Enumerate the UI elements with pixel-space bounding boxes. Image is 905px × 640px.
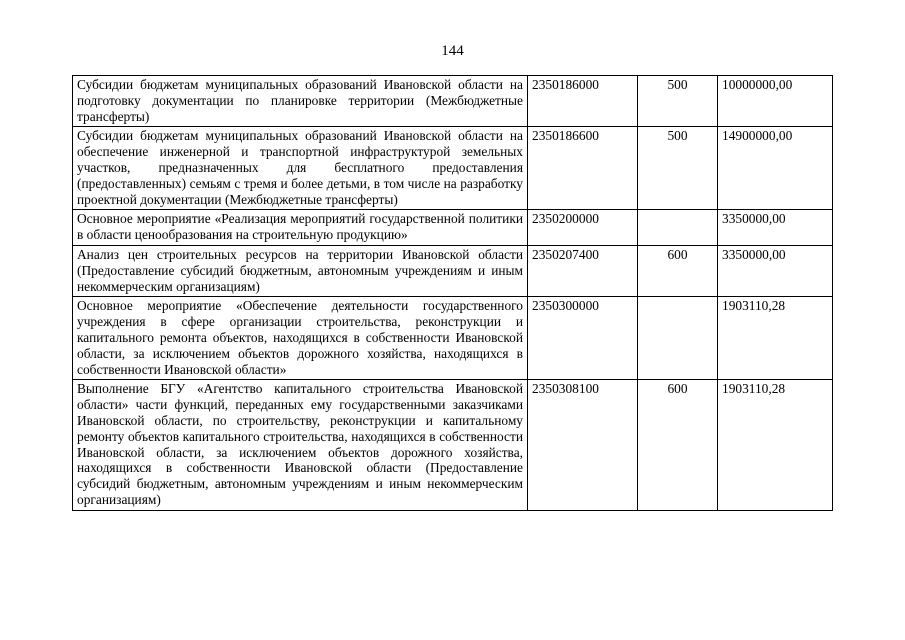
expense-type-code: 600 <box>638 380 718 510</box>
amount: 14900000,00 <box>718 127 833 210</box>
amount: 3350000,00 <box>718 210 833 246</box>
row-description: Субсидии бюджетам муниципальных образований Ивановской области на подготовку документации по планировке территории (Межбюджетные трансферты) <box>73 76 528 127</box>
expense-type-code <box>638 210 718 246</box>
amount: 1903110,28 <box>718 380 833 510</box>
expense-type-code <box>638 297 718 380</box>
row-description: Основное мероприятие «Реализация мероприятий государственной политики в области ценообразования на строительную продукцию» <box>73 210 528 246</box>
table-row <box>73 245 833 296</box>
table-row <box>73 127 833 210</box>
amount: 3350000,00 <box>718 245 833 296</box>
table-row <box>73 380 833 510</box>
row-description: Основное мероприятие «Обеспечение деятельности государственного учреждения в сфере организации строительства, реконструкции и капитального ремонта объектов, находящихся в собственности Ивановской области, за исключением объектов дорожного хозяйства, находящихся в собственности Ивановской области» <box>73 297 528 380</box>
budget-table <box>72 75 833 511</box>
row-description: Выполнение БГУ «Агентство капитального строительства Ивановской области» части функций, переданных ему государственными заказчиками Ивановской области, по строительству, реконструкции и капитальному ремонту объектов капитального строительства, находящихся в собственности Ивановской области, за исключением объектов дорожного хозяйства, находящихся в собственности Ивановской области (Предоставление субсидий бюджетным, автономным учреждениям и иным некоммерческим организациям) <box>73 380 528 510</box>
target-article-code: 2350186600 <box>528 127 638 210</box>
expense-type-code: 500 <box>638 127 718 210</box>
table-row <box>73 76 833 127</box>
expense-type-code: 600 <box>638 245 718 296</box>
target-article-code: 2350308100 <box>528 380 638 510</box>
amount: 1903110,28 <box>718 297 833 380</box>
target-article-code: 2350200000 <box>528 210 638 246</box>
page-number: 144 <box>441 43 464 59</box>
target-article-code: 2350186000 <box>528 76 638 127</box>
amount: 10000000,00 <box>718 76 833 127</box>
target-article-code: 2350207400 <box>528 245 638 296</box>
row-description: Субсидии бюджетам муниципальных образований Ивановской области на обеспечение инженерной и транспортной инфраструктурой земельных участков, предназначенных для бесплатного предоставления (предоставленных) семьям с тремя и более детьми, в том числе на разработку проектной документации (Межбюджетные трансферты) <box>73 127 528 210</box>
target-article-code: 2350300000 <box>528 297 638 380</box>
table-row <box>73 297 833 380</box>
row-description: Анализ цен строительных ресурсов на территории Ивановской области (Предоставление субсидий бюджетным, автономным учреждениям и иным некоммерческим организациям) <box>73 245 528 296</box>
table-row <box>73 210 833 246</box>
expense-type-code: 500 <box>638 76 718 127</box>
